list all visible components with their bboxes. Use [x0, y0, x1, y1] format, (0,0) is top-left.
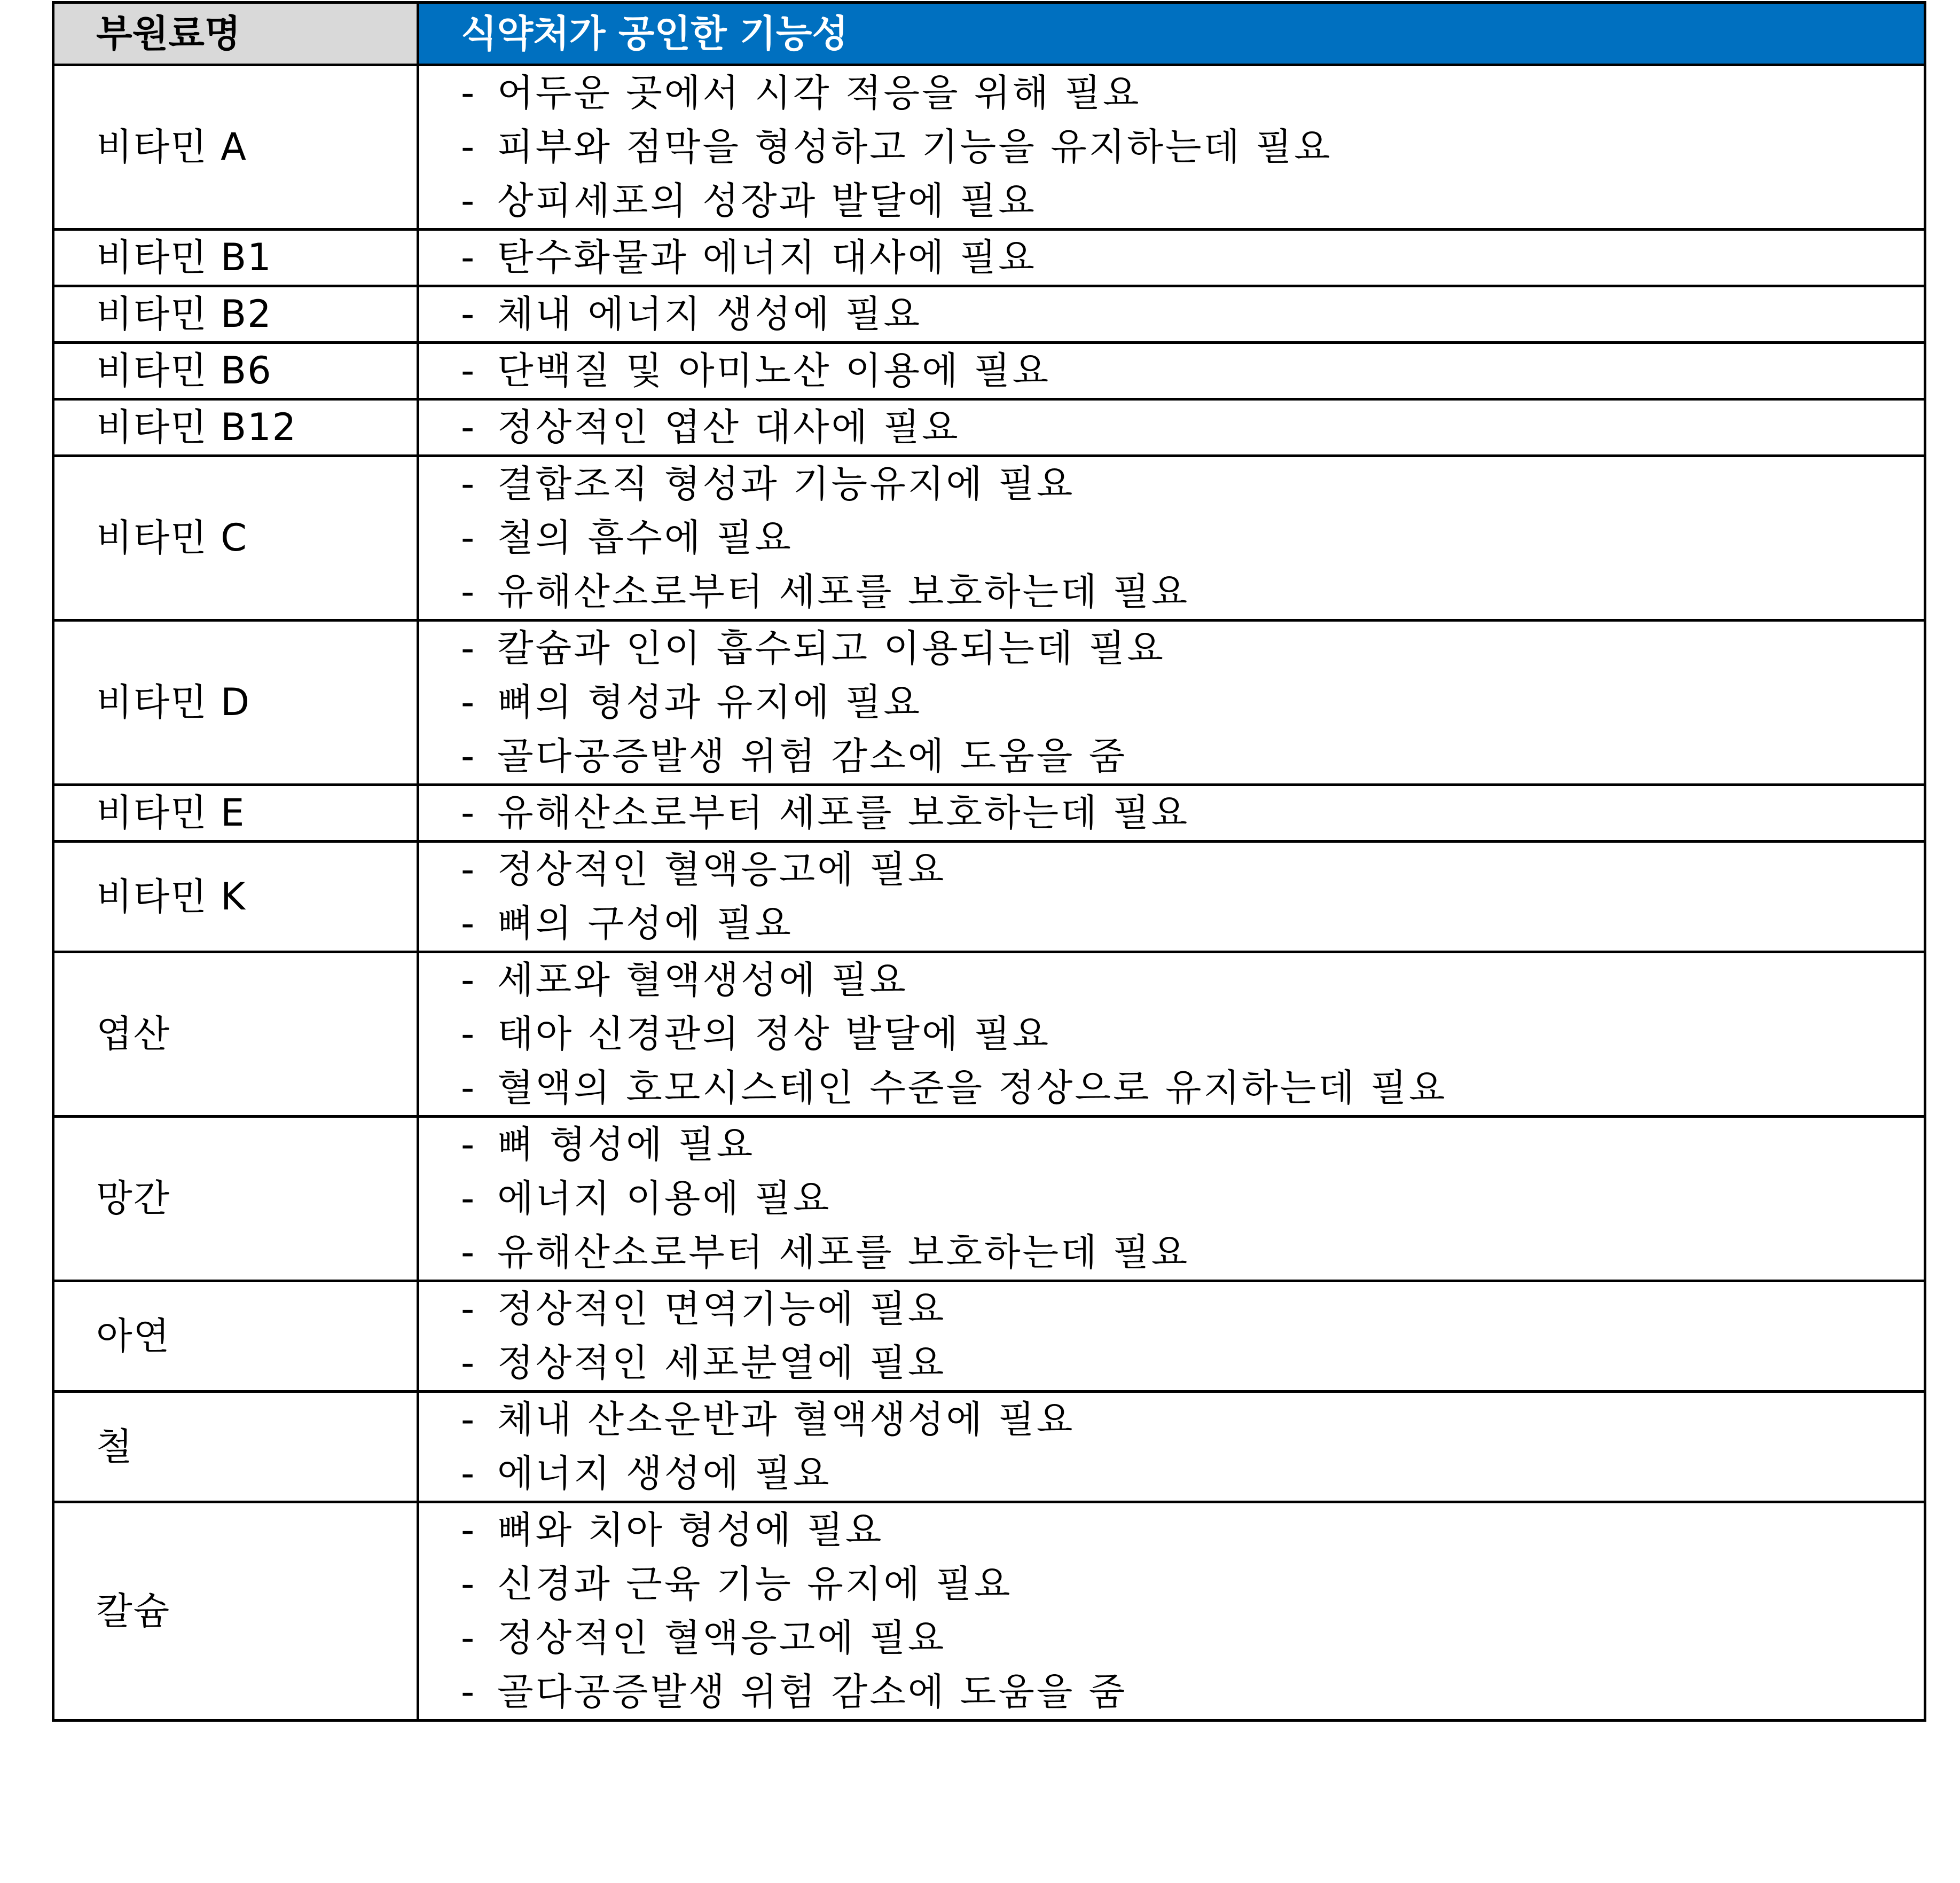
bullet-dash: -: [461, 1123, 477, 1166]
function-list-cell: [418, 65, 1925, 230]
bullet-dash: -: [461, 1616, 477, 1660]
bullet-dash: -: [461, 626, 477, 670]
function-item: [461, 1336, 1924, 1390]
function-item: [461, 676, 1924, 729]
function-item: [461, 1393, 1924, 1447]
function-list-cell: [418, 456, 1925, 621]
function-item: [461, 287, 1924, 341]
function-item: [461, 1447, 1924, 1501]
function-list-cell: [418, 399, 1925, 456]
bullet-dash: -: [461, 1287, 477, 1331]
bullet-dash: -: [461, 680, 477, 724]
table-row: [53, 343, 1925, 399]
bullet-dash: -: [461, 71, 477, 115]
ingredient-name: 비타민 D: [96, 680, 251, 724]
bullet-dash: -: [461, 1398, 477, 1441]
function-item: [461, 457, 1924, 511]
function-text: 철의 흡수에 필요: [497, 516, 793, 560]
function-text: 단백질 및 아미노산 이용에 필요: [497, 349, 1051, 393]
table-row: [53, 785, 1925, 842]
bullet-dash: -: [461, 1562, 477, 1606]
bullet-dash: -: [461, 292, 477, 336]
function-text: 체내 산소운반과 혈액생성에 필요: [497, 1398, 1075, 1441]
table-row: [53, 952, 1925, 1117]
function-text: 뼈 형성에 필요: [497, 1123, 755, 1166]
ingredient-name: 엽산: [96, 1012, 171, 1056]
function-text: 신경과 근육 기능 유지에 필요: [497, 1562, 1013, 1606]
function-item: [461, 1611, 1924, 1665]
function-item: [461, 231, 1924, 285]
function-list-cell: [418, 785, 1925, 842]
function-text: 골다공증발생 위험 감소에 도움을 줌: [497, 734, 1127, 778]
function-item: [461, 1503, 1924, 1557]
table-row: [53, 65, 1925, 230]
function-text: 뼈의 형성과 유지에 필요: [497, 680, 922, 724]
bullet-dash: -: [461, 236, 477, 279]
ingredient-name-cell: [53, 842, 418, 952]
ingredient-name: 비타민 E: [96, 791, 246, 835]
ingredient-name: 비타민 A: [96, 125, 247, 169]
ingredient-name-cell: [53, 621, 418, 785]
function-text: 태아 신경관의 정상 발달에 필요: [497, 1012, 1051, 1056]
table-row: [53, 1392, 1925, 1502]
function-text: 유해산소로부터 세포를 보호하는데 필요: [497, 570, 1190, 614]
bullet-dash: -: [461, 1230, 477, 1274]
ingredient-name-cell: [53, 952, 418, 1117]
bullet-dash: -: [461, 1012, 477, 1056]
header-ingredient-name: 부원료명: [53, 3, 418, 65]
function-item: [461, 729, 1924, 783]
ingredient-name-cell: [53, 343, 418, 399]
function-list-cell: [418, 952, 1925, 1117]
bullet-dash: -: [461, 1341, 477, 1385]
function-text: 정상적인 면역기능에 필요: [497, 1287, 946, 1331]
function-text: 탄수화물과 에너지 대사에 필요: [497, 236, 1037, 279]
function-item: [461, 1282, 1924, 1336]
ingredient-name-cell: [53, 785, 418, 842]
bullet-dash: -: [461, 1176, 477, 1220]
bullet-dash: -: [461, 848, 477, 891]
function-text: 에너지 생성에 필요: [497, 1452, 832, 1495]
function-list-cell: [418, 286, 1925, 343]
function-text: 상피세포의 성장과 발달에 필요: [497, 179, 1037, 223]
function-item: [461, 174, 1924, 228]
ingredient-name: 비타민 B12: [96, 405, 297, 449]
table-row: [53, 399, 1925, 456]
bullet-dash: -: [461, 1066, 477, 1110]
function-text: 유해산소로부터 세포를 보호하는데 필요: [497, 791, 1190, 835]
ingredient-name-cell: [53, 1392, 418, 1502]
function-list-cell: [418, 621, 1925, 785]
ingredient-name: 칼슘: [96, 1589, 171, 1633]
bullet-dash: -: [461, 791, 477, 835]
function-text: 칼슘과 인이 흡수되고 이용되는데 필요: [497, 626, 1165, 670]
function-text: 뼈와 치아 형성에 필요: [497, 1508, 884, 1552]
ingredient-name: 아연: [96, 1314, 171, 1358]
function-text: 골다공증발생 위험 감소에 도움을 줌: [497, 1670, 1127, 1714]
function-list-cell: [418, 1392, 1925, 1502]
table-row: [53, 1117, 1925, 1281]
ingredient-name: 비타민 B6: [96, 349, 272, 393]
function-list-cell: [418, 343, 1925, 399]
function-item: [461, 120, 1924, 174]
function-text: 뼈의 구성에 필요: [497, 901, 793, 945]
table-row: [53, 456, 1925, 621]
bullet-dash: -: [461, 570, 477, 614]
ingredient-name-cell: [53, 65, 418, 230]
function-item: [461, 565, 1924, 619]
function-text: 어두운 곳에서 시각 적응을 위해 필요: [497, 71, 1141, 115]
function-item: [461, 843, 1924, 897]
bullet-dash: -: [461, 958, 477, 1002]
function-text: 정상적인 혈액응고에 필요: [497, 1616, 946, 1660]
ingredient-name: 철: [96, 1424, 134, 1469]
table-row: [53, 286, 1925, 343]
function-text: 정상적인 엽산 대사에 필요: [497, 405, 960, 449]
function-text: 결합조직 형성과 기능유지에 필요: [497, 462, 1075, 506]
function-text: 혈액의 호모시스테인 수준을 정상으로 유지하는데 필요: [497, 1066, 1447, 1110]
ingredient-name: 비타민 B1: [96, 236, 272, 279]
function-item: [461, 953, 1924, 1007]
function-item: [461, 1172, 1924, 1226]
function-item: [461, 1226, 1924, 1280]
ingredient-name: 비타민 B2: [96, 292, 272, 336]
table-body: [53, 65, 1925, 1721]
function-text: 세포와 혈액생성에 필요: [497, 958, 908, 1002]
function-item: [461, 401, 1924, 454]
table-row: [53, 1502, 1925, 1721]
function-list-cell: [418, 1117, 1925, 1281]
ingredient-name-cell: [53, 1502, 418, 1721]
function-item: [461, 66, 1924, 120]
table-header-row: [53, 3, 1925, 65]
ingredient-function-table: [52, 1, 1926, 1722]
function-text: 정상적인 혈액응고에 필요: [497, 848, 946, 891]
bullet-dash: -: [461, 462, 477, 506]
ingredient-name: 비타민 C: [96, 516, 248, 560]
function-item: [461, 511, 1924, 565]
bullet-dash: -: [461, 1508, 477, 1552]
function-list-cell: [418, 842, 1925, 952]
table-row: [53, 1281, 1925, 1392]
ingredient-name-cell: [53, 1281, 418, 1392]
function-list-cell: [418, 1281, 1925, 1392]
function-item: [461, 897, 1924, 951]
ingredient-name-cell: [53, 1117, 418, 1281]
bullet-dash: -: [461, 1670, 477, 1714]
function-list-cell: [418, 1502, 1925, 1721]
function-item: [461, 622, 1924, 676]
table-row: [53, 621, 1925, 785]
bullet-dash: -: [461, 405, 477, 449]
table-row: [53, 842, 1925, 952]
function-list-cell: [418, 230, 1925, 286]
function-text: 피부와 점막을 형성하고 기능을 유지하는데 필요: [497, 125, 1332, 169]
function-text: 에너지 이용에 필요: [497, 1176, 832, 1220]
function-text: 정상적인 세포분열에 필요: [497, 1341, 946, 1385]
bullet-dash: -: [461, 125, 477, 169]
function-item: [461, 786, 1924, 840]
ingredient-name-cell: [53, 456, 418, 621]
bullet-dash: -: [461, 349, 477, 393]
function-text: 유해산소로부터 세포를 보호하는데 필요: [497, 1230, 1190, 1274]
ingredient-name: 망간: [96, 1176, 171, 1220]
ingredient-name: 비타민 K: [96, 874, 247, 919]
function-item: [461, 1665, 1924, 1719]
function-item: [461, 1007, 1924, 1061]
function-item: [461, 1557, 1924, 1611]
function-text: 체내 에너지 생성에 필요: [497, 292, 922, 336]
ingredient-name-cell: [53, 230, 418, 286]
table-row: [53, 230, 1925, 286]
bullet-dash: -: [461, 1452, 477, 1495]
ingredient-name-cell: [53, 286, 418, 343]
bullet-dash: -: [461, 734, 477, 778]
function-item: [461, 344, 1924, 398]
bullet-dash: -: [461, 901, 477, 945]
bullet-dash: -: [461, 179, 477, 223]
function-item: [461, 1118, 1924, 1172]
header-certified-function: 식약처가 공인한 기능성: [418, 3, 1925, 65]
ingredient-name-cell: [53, 399, 418, 456]
bullet-dash: -: [461, 516, 477, 560]
function-item: [461, 1061, 1924, 1115]
